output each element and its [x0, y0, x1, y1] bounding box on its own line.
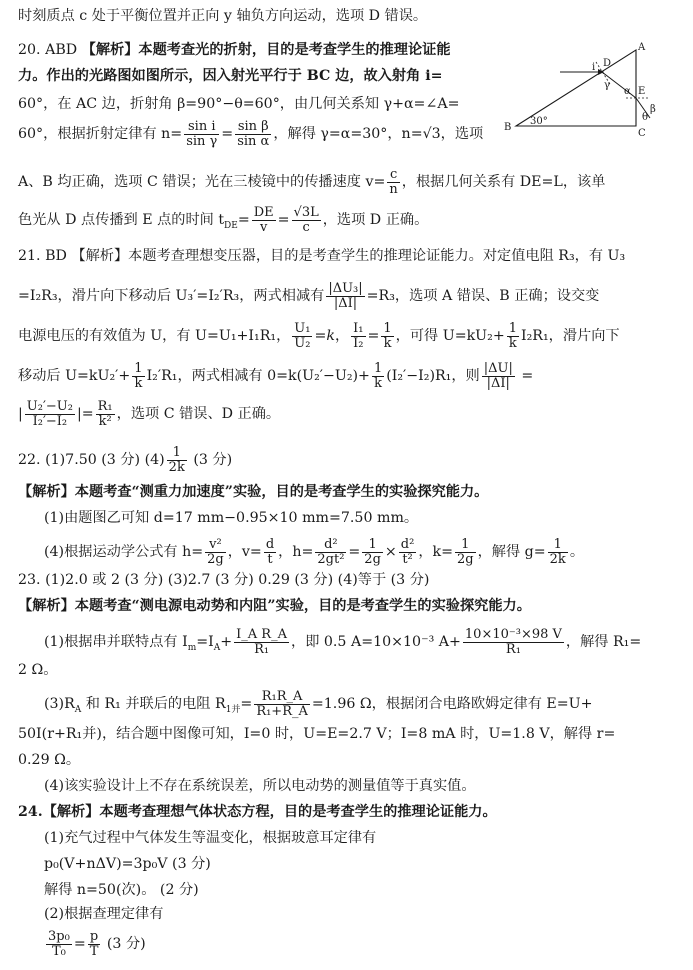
frac-num: d² — [400, 537, 415, 552]
q20-line-6-text-a: 色光从 D 点传播到 E 点的时间 t — [18, 212, 225, 229]
frac-den: T — [89, 943, 99, 959]
label-gamma: γ — [604, 80, 610, 91]
fraction-d2-t2 — [399, 538, 417, 566]
q20-line-4: 60°，根据折射定律有 n= $\frac{\text{sin i}}{\text{sin γ}}$ = $\frac{\text{sin β}}{\text{sin α}}$ ，解得 γ=α=30°，n=√3，选项 — [18, 119, 484, 149]
frac-den: t² — [402, 551, 413, 567]
q20-line-2: 力。作出的光路图如图所示，因入射光平行于 BC 边，故入射角 i= — [18, 68, 443, 84]
fraction-p-t — [88, 930, 101, 958]
q23-part-1-end: 2 Ω。 — [18, 662, 58, 678]
times: × — [384, 544, 397, 561]
q21-line-2-text-a: =I₂R₃，滑片向下移动后 U₃′=I₂′R₃，两式相减有 — [18, 288, 325, 305]
frac-num: d² — [315, 538, 346, 553]
fraction-sinb — [235, 120, 271, 148]
frac-den: 2gt² — [317, 551, 345, 567]
frac-num: I_A R_A — [236, 627, 287, 642]
q22-line-1-text-b: (3 分) — [188, 452, 233, 469]
q21-line-4-text-c: (I₂′−I₂)R₁，则 — [386, 368, 480, 385]
q23-part-3-line-3: 0.29 Ω。 — [18, 752, 81, 768]
frac-den: R₁ — [254, 641, 270, 657]
equals: = — [237, 212, 250, 229]
q24-equation-1: p₀(V+nΔV)=3p₀V (3 分) — [44, 856, 211, 872]
frac-num: |ΔU₃| — [328, 281, 363, 296]
frac-den: 2g — [457, 551, 474, 567]
label-c: C — [638, 128, 646, 139]
fraction-root3l-c — [292, 206, 321, 234]
frac-num: U₂′−U₂ — [26, 399, 73, 414]
fraction-1-2g — [455, 538, 476, 566]
frac-den: k — [508, 335, 517, 351]
symbol-k: k — [326, 328, 335, 345]
q22-part-4-text-g: ，解得 g= — [477, 544, 546, 561]
q24-score: (3 分) — [102, 936, 146, 953]
fraction-1-k — [132, 362, 144, 390]
frac-den: 2g — [207, 551, 224, 567]
equals: = — [348, 544, 361, 561]
label-beta: β — [650, 104, 656, 115]
q22-part-4-text-a: (4)根据运动学公式有 h= — [44, 544, 204, 561]
q22-line-1-text-a: 22. (1)7.50 (3 分) (4) — [18, 452, 165, 469]
fraction-du-di — [482, 362, 515, 390]
equals: = — [240, 696, 253, 713]
q20-line-4-text-a: 60°，根据折射定律有 n= — [18, 126, 183, 143]
q20-line-5-text-a: A、B 均正确，选项 C 错误；光在三棱镜中的传播速度 v= — [18, 174, 386, 191]
subscript-a: A — [213, 642, 221, 653]
fraction-c-n — [387, 168, 399, 196]
frac-den: k² — [98, 413, 112, 429]
frac-den: I₂ — [353, 335, 364, 351]
q20-line-5-text-b: ，根据几何关系有 DE=L，该单 — [401, 174, 606, 191]
label-i: i — [592, 62, 596, 73]
label-theta: θ — [642, 112, 649, 123]
q22-part-1: (1)由题图乙可知 d=17 mm−0.95×10 mm=7.50 mm。 — [44, 510, 419, 526]
q24-analysis-tag: 24.【解析】本题考查理想气体状态方程，目的是考查学生的推理论证能力。 — [18, 804, 497, 820]
label-e: E — [638, 86, 646, 97]
label-alpha: α — [624, 86, 631, 97]
frac-den: c — [302, 219, 310, 235]
q21-line-4: 移动后 U=kU₂′+ $\frac{1}{k}$ I₂′R₁，两式相减有 0=k(U₂′−U₂)+ $\frac{1}{k}$ (I₂′−I₂)R₁，则 $\frac{|\Delta U|}{|\Delta I|}$ = — [18, 361, 534, 391]
frac-den: v — [260, 219, 268, 235]
frac-den: k — [374, 375, 383, 391]
frac-num: R₁ — [97, 399, 113, 414]
subscript-de: DE — [224, 220, 238, 231]
equals: = — [73, 936, 86, 953]
frac-den: sin α — [237, 133, 270, 149]
fraction-de-v — [252, 206, 276, 234]
prism-light-path-diagram — [500, 40, 678, 140]
q23-part-3-text-a: (3)R — [44, 696, 75, 713]
frac-den: R₁ — [505, 641, 521, 657]
q21-line-3-text-a: 电源电压的有效值为 U，有 U=U₁+I₁R₁， — [18, 328, 291, 345]
fraction-d-t — [264, 538, 276, 566]
q23-part-1-text-b: =I — [196, 634, 214, 651]
q23-part-3-line-2: 50I(r+R₁并)，结合题中图像可知，I=0 时，U=E=2.7 V；I=8 mA 时，U=1.8 V，解得 r= — [18, 726, 616, 742]
q24-result-1: 解得 n=50(次)。 (2 分) — [44, 882, 199, 898]
fraction-u2-i2 — [25, 400, 75, 428]
fraction-3p0-t0 — [46, 930, 72, 958]
q22-part-4 — [44, 538, 584, 566]
q24-part-2: (2)根据查理定律有 — [44, 906, 164, 922]
fraction-98v-r1 — [463, 628, 564, 656]
frac-num: R₁R_A — [254, 690, 310, 705]
frac-num: p — [88, 930, 101, 945]
frac-den: k — [134, 375, 143, 391]
q23-part-1-text-d: ，即 0.5 A=10×10⁻³ A+ — [291, 634, 461, 651]
frac-num: sin i — [184, 120, 219, 135]
q23-analysis-tag: 【解析】本题考查“测电源电动势和内阻”实验，目的是考查学生的实验探究能力。 — [18, 598, 531, 614]
equals: = — [277, 212, 290, 229]
label-a: A — [638, 42, 646, 53]
frac-num: v² — [205, 538, 226, 553]
frac-den: t — [267, 551, 273, 567]
frac-den: k — [383, 335, 392, 351]
q20-number: 20. ABD — [18, 42, 78, 58]
frac-num: 3p₀ — [48, 929, 70, 944]
q21-line-3-text-c: I₂R₁，滑片向下 — [521, 328, 620, 345]
q20-line-6-text-b: ，选项 D 正确。 — [322, 212, 429, 229]
abs-bar: |= — [76, 406, 94, 423]
fraction-u1-u2 — [292, 322, 312, 350]
frac-num: U₁ — [294, 321, 311, 336]
q24-equation-2 — [44, 930, 146, 958]
frac-num: I₁ — [353, 321, 364, 336]
q22-part-4-text-b: ，v= — [227, 544, 262, 561]
q21-line-2-text-b: =R₃，选项 A 错误、B 正确；设交变 — [366, 288, 600, 305]
frac-num: 1 — [455, 538, 476, 553]
fraction-iara-r1 — [234, 628, 289, 656]
fraction-1-2k — [167, 446, 187, 474]
prism-svg — [500, 40, 678, 140]
q23-line-1: 23. (1)2.0 或 2 (3 分) (3)2.7 (3 分) 0.29 (3 分) (4)等于 (3 分) — [18, 572, 430, 588]
label-d: D — [603, 58, 612, 69]
q21-line-5-text-c: ，选项 C 错误、D 正确。 — [116, 406, 281, 423]
subscript-a: A — [74, 704, 82, 715]
fraction-i1-i2 — [351, 322, 365, 350]
q22-analysis-tag: 【解析】本题考查“测重力加速度”实验，目的是考查学生的实验探究能力。 — [18, 484, 489, 500]
fraction-r1-k2 — [96, 400, 115, 428]
subscript-parallel: 1并 — [225, 704, 241, 715]
frac-num: 1 — [362, 538, 383, 553]
q21-line-4-text-b: I₂′R₁，两式相减有 0=k(U₂′−U₂)+ — [146, 368, 370, 385]
label-b: B — [504, 122, 512, 133]
q22-part-4-text-f: ，k= — [418, 544, 454, 561]
frac-num: 1 — [373, 361, 383, 376]
q21-line-4-text-a: 移动后 U=kU₂′+ — [18, 368, 131, 385]
q23-part-3-text-b: 和 R₁ 并联后的电阻 R — [81, 696, 226, 713]
fraction-d2-2gt2 — [315, 538, 346, 566]
fraction-1-k — [507, 322, 519, 350]
frac-num: 1 — [548, 538, 568, 553]
fraction-du3-di — [326, 282, 364, 310]
frac-num: DE — [253, 205, 274, 220]
q22-part-4-text-c: ，h= — [278, 544, 314, 561]
frac-num: 10×10⁻³×98 V — [464, 627, 562, 642]
frac-den: 2k — [168, 459, 185, 475]
frac-num: 1 — [508, 321, 517, 336]
prism-triangle — [516, 50, 636, 126]
q21-line-1: 21. BD 【解析】本题考查理想变压器，目的是考查学生的推理论证能力。对定值电阻 R₃，有 U₃ — [18, 248, 626, 264]
fraction-1-2g — [362, 538, 383, 566]
q23-part-1-text-e: ，解得 R₁= — [565, 634, 642, 651]
q24-part-1: (1)充气过程中气体发生等温变化，根据玻意耳定律有 — [44, 830, 377, 846]
frac-den: 2k — [549, 551, 566, 567]
frac-den: |ΔI| — [486, 375, 510, 391]
period: 。 — [569, 544, 585, 561]
frac-den: 2g — [364, 551, 381, 567]
line-q19-end: 时刻质点 c 处于平衡位置并正向 y 轴负方向运动，选项 D 错误。 — [18, 8, 428, 24]
q23-part-4: (4)该实验设计上不存在系统误差，所以电动势的测量值等于真实值。 — [44, 778, 476, 794]
q20-line-6 — [18, 206, 428, 236]
frac-num: sin β — [235, 120, 271, 135]
fraction-1-2k — [548, 538, 568, 566]
frac-num: c — [387, 168, 399, 183]
q21-line-5 — [18, 400, 280, 428]
q20-line-4-text-b: ，解得 γ=α=30°，n=√3，选项 — [273, 126, 484, 143]
fraction-r1ra — [254, 690, 310, 718]
frac-den: n — [389, 181, 398, 197]
q23-part-3-text-d: =1.96 Ω，根据闭合电路欧姆定律有 E=U+ — [311, 696, 593, 713]
abs-bar: | — [18, 406, 23, 423]
frac-num: √3L — [293, 205, 319, 220]
q21-line-3-text-b: ，可得 U=kU₂+ — [395, 328, 505, 345]
q21-line-2 — [18, 282, 599, 310]
fraction-sini — [184, 120, 219, 148]
frac-num: |ΔU| — [483, 361, 513, 376]
fraction-1-k — [372, 362, 384, 390]
frac-den: |ΔI| — [333, 295, 358, 311]
fraction-v2-2g — [205, 538, 226, 566]
frac-den: R₁+R_A — [256, 703, 308, 719]
frac-den: sin γ — [186, 133, 218, 149]
q23-part-3 — [44, 690, 593, 720]
q20-line-1 — [18, 40, 451, 60]
frac-num: 1 — [134, 361, 143, 376]
q20-analysis-tag: 【解析】本题考查光的折射，目的是考查学生的推理论证能 — [81, 42, 451, 58]
q23-part-1 — [44, 628, 641, 658]
q23-part-1-text-a: (1)根据串并联特点有 I — [44, 634, 188, 651]
subscript-m: m — [187, 642, 197, 653]
q22-line-1 — [18, 446, 232, 474]
q21-line-3: 电源电压的有效值为 U，有 U=U₁+I₁R₁， $\frac{\text{U₁}}{\text{U₂}}$ =k， $\frac{\text{I₁}}{\text{I₂}}$ = $\frac{1}{k}$ ，可得 U=kU₂+ $\frac{1}{k}$ I₂R₁，滑片向下 — [18, 321, 620, 351]
frac-num: 1 — [383, 321, 392, 336]
q20-line-3: 60°，在 AC 边，折射角 β=90°−θ=60°，由几何关系知 γ+α=∠A= — [18, 96, 460, 112]
frac-den: T₀ — [51, 943, 66, 959]
plus: + — [220, 634, 233, 651]
frac-num: 1 — [167, 446, 187, 461]
label-angle-b: 30° — [530, 116, 548, 127]
frac-num: d — [265, 537, 275, 552]
frac-den: U₂ — [294, 335, 311, 351]
frac-den: I₂′−I₂ — [32, 413, 68, 429]
q20-line-5 — [18, 168, 605, 196]
fraction-1-k — [381, 322, 393, 350]
